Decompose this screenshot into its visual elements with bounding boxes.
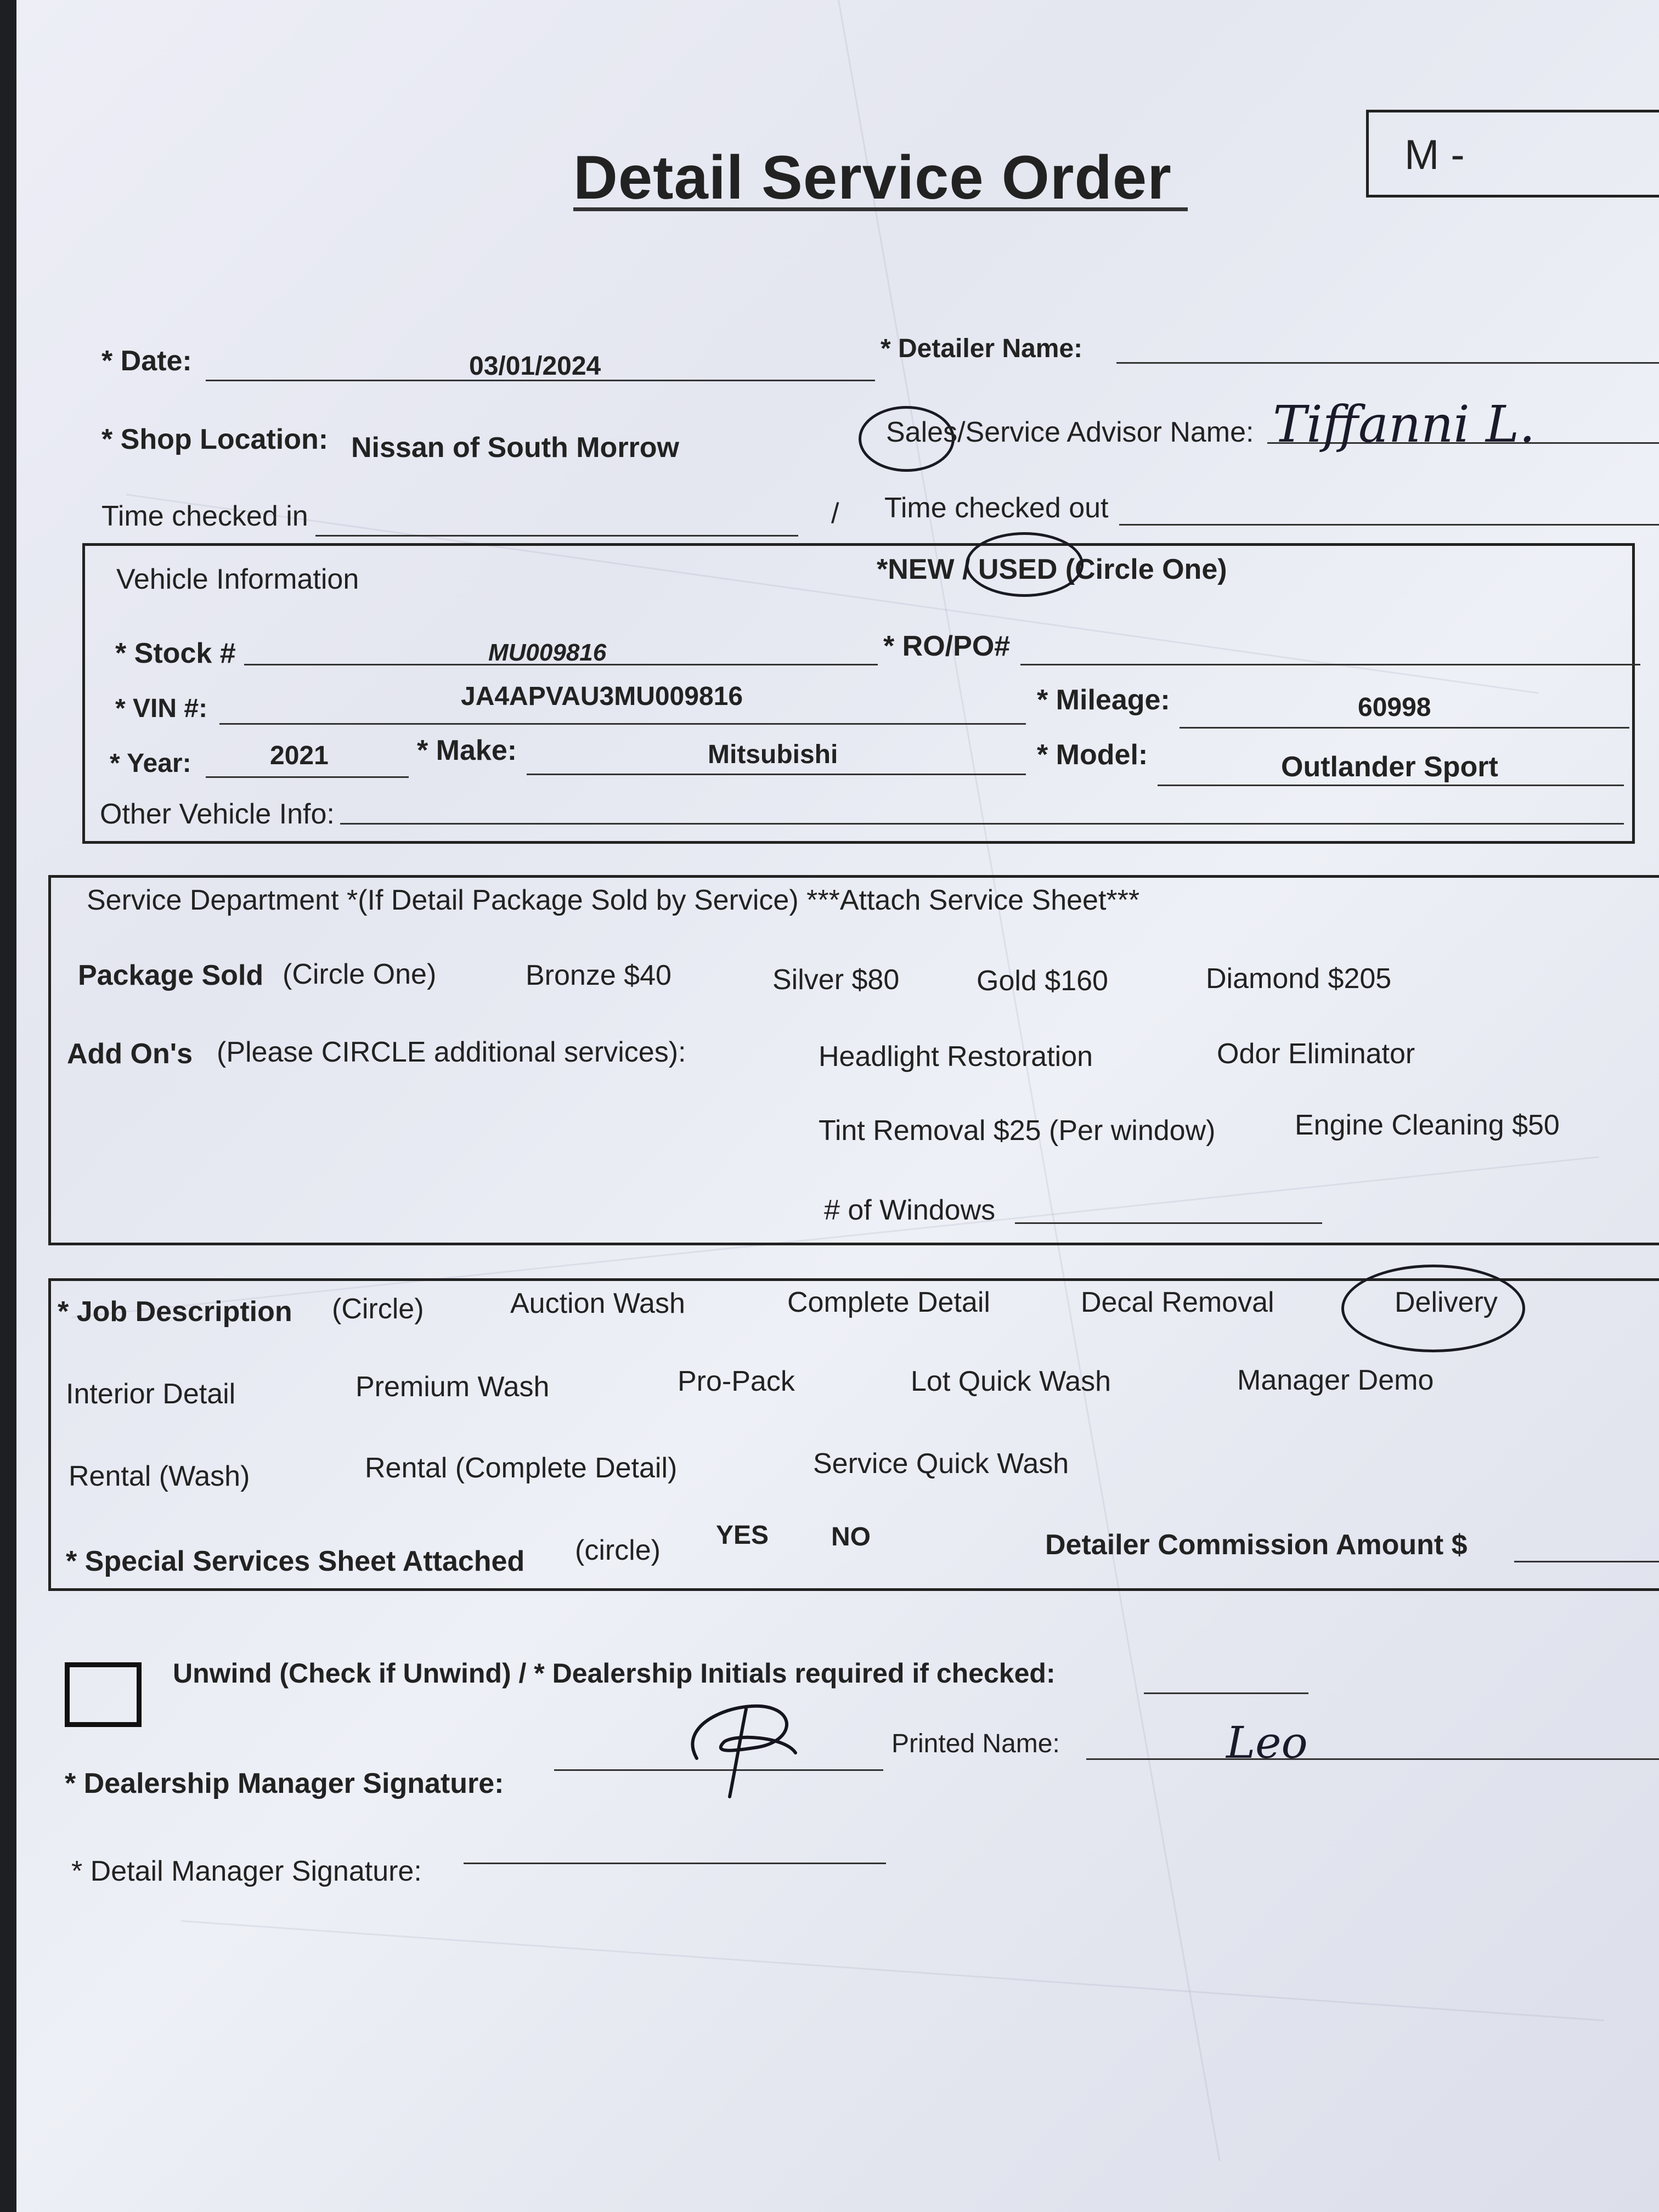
ro-po-field[interactable] (1020, 664, 1640, 665)
job-rental-wash[interactable]: Rental (Wash) (69, 1460, 250, 1492)
job-complete-detail[interactable]: Complete Detail (787, 1286, 990, 1318)
year-value: 2021 (270, 741, 329, 770)
other-vehicle-info-label: Other Vehicle Info: (100, 798, 335, 830)
job-lot-quick-wash[interactable]: Lot Quick Wash (911, 1365, 1111, 1397)
windows-count-field[interactable] (1015, 1222, 1322, 1224)
mileage-label: * Mileage: (1037, 684, 1170, 716)
job-service-quick-wash[interactable]: Service Quick Wash (813, 1448, 1069, 1480)
detailer-name-label: * Detailer Name: (881, 334, 1083, 363)
job-auction-wash[interactable]: Auction Wash (510, 1288, 685, 1319)
model-value: Outlander Sport (1281, 751, 1498, 783)
vin-value: JA4APVAU3MU009816 (461, 682, 743, 711)
ro-po-label: * RO/PO# (883, 630, 1011, 662)
unwind-checkbox[interactable] (65, 1662, 142, 1727)
time-separator: / (831, 498, 839, 529)
advisor-name-label: Sales/Service Advisor Name: (886, 416, 1254, 448)
job-manager-demo[interactable]: Manager Demo (1237, 1364, 1434, 1396)
commission-amount-field[interactable] (1514, 1561, 1659, 1562)
stock-value: MU009816 (488, 639, 607, 666)
make-label: * Make: (417, 735, 517, 766)
year-field[interactable] (206, 776, 409, 778)
package-sold-label: Package Sold (78, 960, 264, 991)
package-silver[interactable]: Silver $80 (772, 964, 900, 996)
other-vehicle-info-field[interactable] (340, 823, 1624, 825)
vin-label: * VIN #: (115, 694, 208, 723)
addon-headlight-restoration[interactable]: Headlight Restoration (819, 1041, 1093, 1073)
special-services-no[interactable]: NO (831, 1522, 871, 1551)
special-services-hint: (circle) (575, 1534, 661, 1566)
special-services-yes[interactable]: YES (716, 1521, 769, 1550)
job-rental-complete-detail[interactable]: Rental (Complete Detail) (365, 1452, 678, 1484)
dealership-initials-field[interactable] (1144, 1692, 1308, 1694)
form-title: Detail Service Order (573, 143, 1172, 212)
time-in-field[interactable] (315, 535, 798, 537)
mileage-value: 60998 (1358, 693, 1431, 722)
addon-tint-removal[interactable]: Tint Removal $25 (Per window) (819, 1115, 1216, 1147)
unwind-label: Unwind (Check if Unwind) / * Dealership Initials required if checked: (173, 1658, 1056, 1689)
year-label: * Year: (110, 749, 191, 778)
package-bronze[interactable]: Bronze $40 (526, 960, 672, 991)
job-description-hint: (Circle) (332, 1293, 424, 1325)
job-decal-removal[interactable]: Decal Removal (1081, 1286, 1274, 1318)
package-diamond[interactable]: Diamond $205 (1206, 963, 1392, 995)
addon-odor-eliminator[interactable]: Odor Eliminator (1217, 1038, 1415, 1070)
add-ons-label: Add On's (67, 1038, 193, 1070)
stock-label: * Stock # (115, 637, 236, 669)
job-pro-pack[interactable]: Pro-Pack (678, 1365, 795, 1397)
detail-manager-signature-label: * Detail Manager Signature: (71, 1855, 422, 1887)
time-out-label: Time checked out (884, 492, 1109, 524)
vin-field[interactable] (219, 723, 1026, 725)
service-department-heading: Service Department *(If Detail Package Sold by Service) ***Attach Service Sheet*** (87, 884, 1140, 916)
used-circle-mark (966, 532, 1084, 597)
printed-name-field[interactable] (1086, 1758, 1659, 1760)
vehicle-info-heading: Vehicle Information (116, 563, 359, 595)
job-delivery[interactable]: Delivery (1395, 1286, 1498, 1318)
detailer-name-field[interactable] (1116, 362, 1659, 364)
printed-name-label: Printed Name: (891, 1729, 1060, 1758)
special-services-label: * Special Services Sheet Attached (66, 1545, 525, 1577)
date-label: * Date: (101, 345, 192, 377)
job-premium-wash[interactable]: Premium Wash (356, 1371, 550, 1403)
printed-name-value: Leo (1226, 1717, 1308, 1768)
order-number-label: M - (1404, 132, 1465, 178)
model-field[interactable] (1158, 785, 1624, 786)
detail-manager-signature-field[interactable] (464, 1863, 886, 1864)
model-label: * Model: (1037, 739, 1148, 771)
shop-location-value: Nissan of South Morrow (351, 432, 679, 464)
windows-count-label: # of Windows (824, 1194, 996, 1226)
make-field[interactable] (527, 774, 1026, 775)
make-value: Mitsubishi (708, 740, 838, 769)
dealership-manager-signature-label: * Dealership Manager Signature: (65, 1768, 504, 1799)
time-out-field[interactable] (1119, 524, 1659, 526)
package-gold[interactable]: Gold $160 (977, 965, 1108, 997)
job-description-label: * Job Description (58, 1296, 292, 1328)
package-sold-hint: (Circle One) (283, 958, 437, 990)
advisor-name-value: Tiffanni L. (1273, 395, 1536, 454)
mileage-field[interactable] (1180, 727, 1629, 729)
time-in-label: Time checked in (101, 500, 308, 532)
shop-location-label: * Shop Location: (101, 424, 329, 455)
addon-engine-cleaning[interactable]: Engine Cleaning $50 (1295, 1109, 1560, 1141)
new-used-label: *NEW / USED (Circle One) (877, 554, 1227, 585)
manager-signature-mark (664, 1687, 828, 1808)
add-ons-hint: (Please CIRCLE additional services): (217, 1036, 686, 1068)
job-interior-detail[interactable]: Interior Detail (66, 1378, 236, 1410)
commission-amount-label: Detailer Commission Amount $ (1045, 1529, 1468, 1561)
date-value: 03/01/2024 (469, 352, 601, 381)
